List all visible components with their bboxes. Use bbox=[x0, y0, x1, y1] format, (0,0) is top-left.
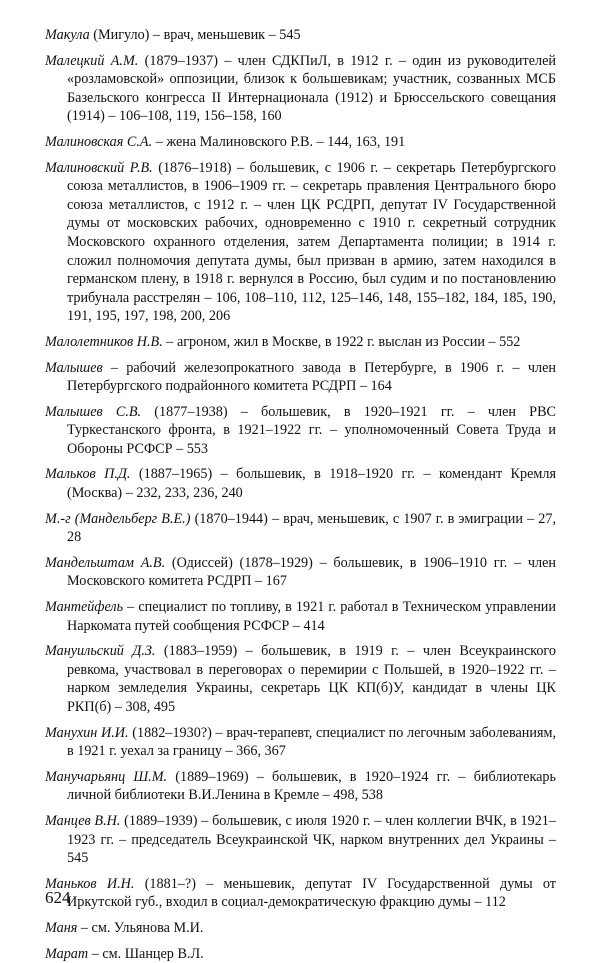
entry-description: (1887–1965) – большевик, в 1918–1920 гг. – комендант Кремля (Москва) – 232, 233, 236, 240 bbox=[67, 466, 556, 502]
entry-description: – специалист по топливу, в 1921 г. работал в Техническом управлении Наркомата путей сообщения РСФСР – 414 bbox=[67, 599, 556, 634]
entry-description: (1877–1938) – большевик, в 1920–1921 гг. – член РВС Туркестанского фронта, в 1921–1922 гг. – уполномоченный Совета Труда и Обороны РСФСР – 553 bbox=[67, 403, 556, 457]
entry-description: (1889–1939) – большевик, с июля 1920 г. – член коллегии ВЧК, в 1921–1923 гг. – председатель Всеукраинской ЧК, нарком внутренних дел Украины – 545 bbox=[67, 812, 556, 867]
index-entry bbox=[45, 919, 556, 938]
index-entry bbox=[45, 875, 556, 912]
index-entry bbox=[45, 359, 556, 396]
entry-name: Манучарьянц Ш.М. bbox=[45, 768, 168, 785]
index-entry bbox=[45, 133, 556, 152]
entry-name: Малышев bbox=[45, 359, 103, 376]
index-entry bbox=[45, 554, 556, 591]
name-index-list bbox=[45, 26, 556, 963]
entry-name: Малецкий А.М. bbox=[45, 52, 139, 69]
index-entry bbox=[45, 403, 556, 459]
entry-name: Маньков И.Н. bbox=[45, 875, 135, 892]
entry-description: (1883–1959) – большевик, в 1919 г. – член Всеукраинского ревкома, участвовал в переговорах о перемирии с Польшей, в 1920–1922 гг. – нарком земледелия Украины, секретарь ЦК КП(б)У, кандидат в члены ЦК РКП(б) – 308, 495 bbox=[67, 643, 556, 715]
entry-description: (Мигуло) – врач, меньшевик – 545 bbox=[89, 27, 301, 43]
entry-description: (1889–1969) – большевик, в 1920–1924 гг. – библиотекарь личной библиотеки В.И.Ленина в Кремле – 498, 538 bbox=[67, 768, 556, 804]
entry-description: (Одиссей) (1878–1929) – большевик, в 1906–1910 гг. – член Московского комитета РСДРП – 167 bbox=[67, 554, 556, 590]
index-entry bbox=[45, 465, 556, 502]
index-entry bbox=[45, 598, 556, 635]
index-entry bbox=[45, 945, 556, 963]
entry-description: (1876–1918) – большевик, с 1906 г. – секретарь Петербургского союза металлистов, в 1906–1909 гг. – секретарь правления Центрального бюро союза металлистов, с 1912 г. – член ЦК РСДРП, депутат IV Государственной думы от московских рабочих, одновременно с 1910 г. секретный сотрудник Московского охранного отделения, затем Департамента полиции; в 1914 г. сложил полномочия депутата думы, был призван в армию, затем находился в германском плену, в 1918 г. вернулся в Россию, был судим и по постановлению трибунала расстрелян – 106, 108–110, 112, 125–146, 148, 155–182, 184, 185, 190, 191, 195, 197, 198, 200, 206 bbox=[67, 159, 556, 325]
index-entry bbox=[45, 724, 556, 761]
index-entry bbox=[45, 26, 556, 45]
entry-name: Малиновский Р.В. bbox=[45, 159, 153, 176]
entry-description: – см. Ульянова М.И. bbox=[77, 919, 204, 936]
entry-name: Мануильский Д.З. bbox=[45, 643, 156, 660]
entry-name: Марат bbox=[45, 945, 89, 962]
entry-description: – рабочий железопрокатного завода в Петербурге, в 1906 г. – член Петербургского подрайонного комитета РСДРП – 164 bbox=[67, 359, 556, 395]
entry-description: – агроном, жил в Москве, в 1922 г. выслан из России – 552 bbox=[162, 333, 521, 350]
entry-description: – жена Малиновского Р.В. – 144, 163, 191 bbox=[152, 133, 406, 150]
entry-name: Мандельштам А.В. bbox=[45, 554, 166, 571]
index-entry bbox=[45, 333, 556, 352]
entry-description: (1879–1937) – член СДКПиЛ, в 1912 г. – один из руководителей «розламовской» оппозиции, близок к большевикам; участник, созванных МСБ Базельского конгресса II Интернационала (1912) и Брюссельского совещания (1914) – 106–108, 119, 156–158, 160 bbox=[67, 52, 556, 125]
entry-name: Малышев С.В. bbox=[45, 403, 142, 420]
page-number: 624 bbox=[45, 888, 71, 907]
index-entry bbox=[45, 159, 556, 326]
entry-name: Макула bbox=[45, 27, 90, 43]
entry-name: Манцев В.Н. bbox=[45, 812, 121, 829]
entry-name: Манухин И.И. bbox=[45, 724, 129, 741]
entry-name: Мантейфель bbox=[45, 599, 124, 616]
entry-description: (1882–1930?) – врач-терапевт, специалист по легочным заболеваниям, в 1921 г. уехал за границу – 366, 367 bbox=[67, 724, 557, 760]
index-entry bbox=[45, 768, 556, 805]
index-entry bbox=[45, 812, 556, 868]
entry-description: – см. Шанцер В.Л. bbox=[88, 945, 204, 962]
entry-description: (1870–1944) – врач, меньшевик, с 1907 г. в эмиграции – 27, 28 bbox=[67, 510, 556, 546]
entry-name: Мальков П.Д. bbox=[45, 466, 131, 483]
index-entry bbox=[45, 52, 556, 126]
entry-name: М.-г (Мандельберг В.Е.) bbox=[45, 510, 191, 527]
entry-name: Маня bbox=[45, 919, 78, 936]
index-entry bbox=[45, 642, 556, 716]
entry-description: (1881–?) – меньшевик, депутат IV Государственной думы от Иркутской губ., входил в социал-демократическую фракцию думы – 112 bbox=[67, 875, 556, 911]
entry-name: Малолетников Н.В. bbox=[45, 333, 163, 350]
entry-name: Малиновская С.А. bbox=[45, 133, 153, 150]
index-entry bbox=[45, 510, 556, 547]
